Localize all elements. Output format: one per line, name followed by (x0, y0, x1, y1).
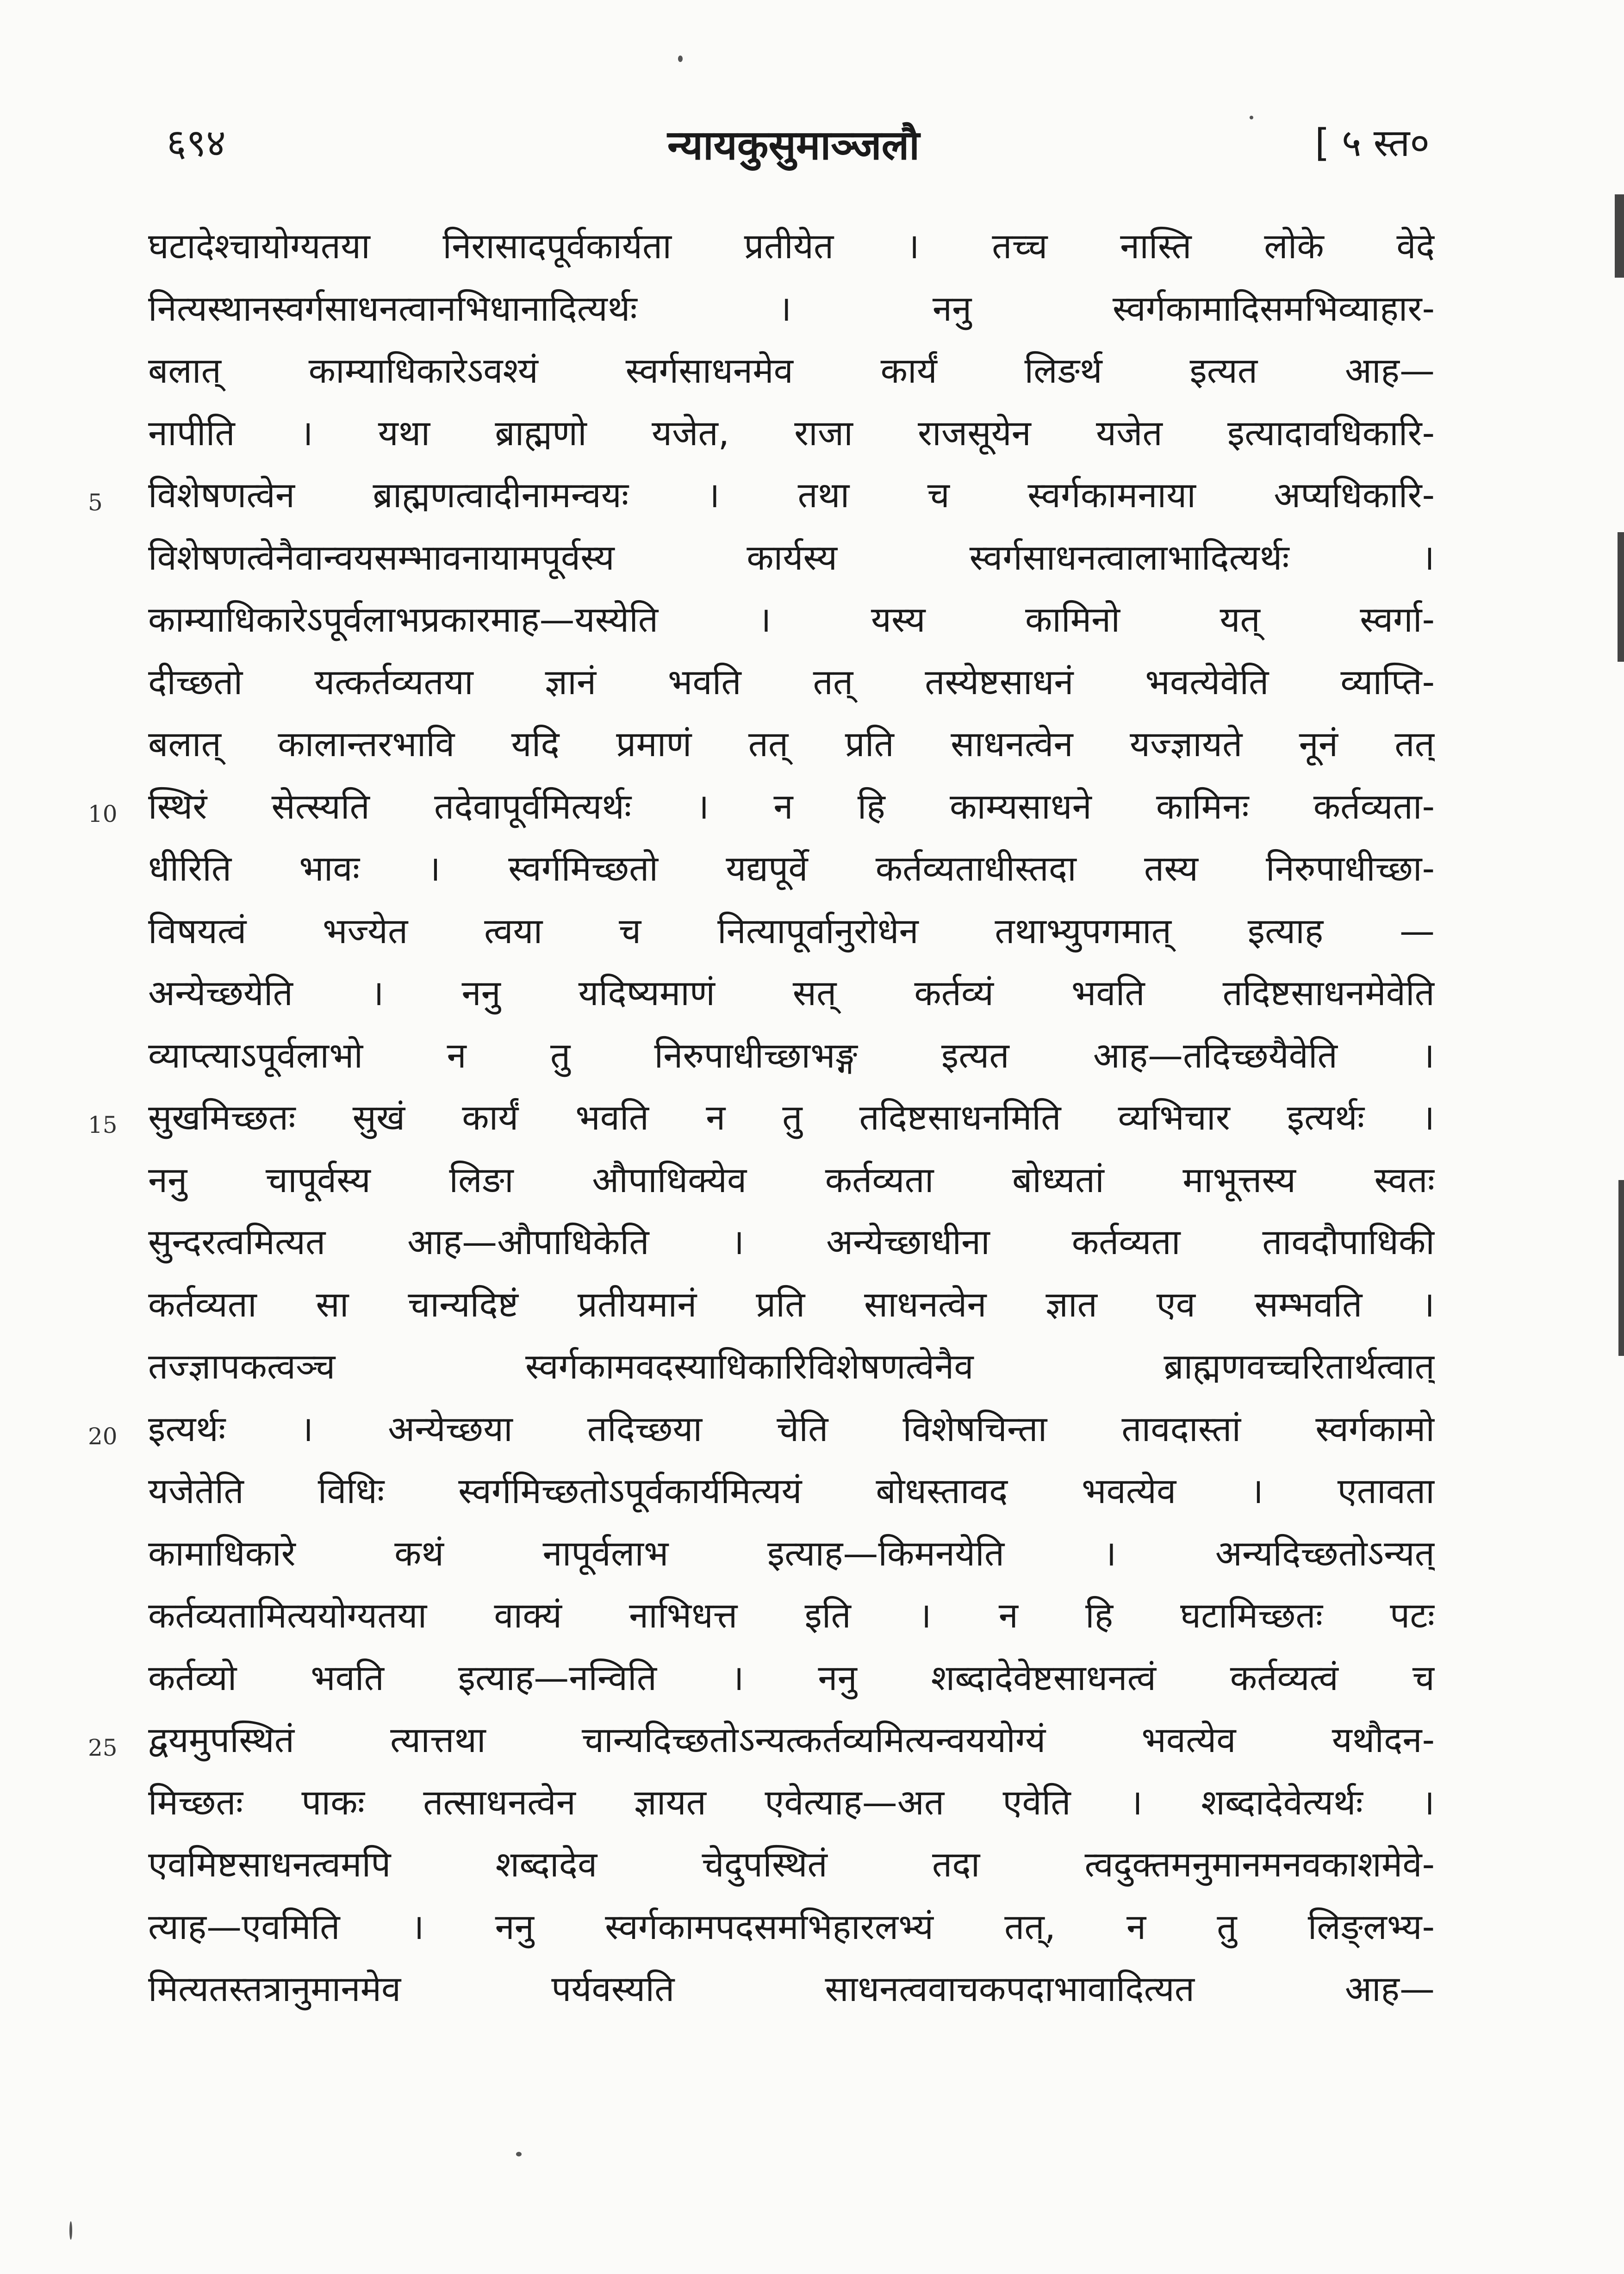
text-line: त्याह—एवमिति । ननु स्वर्गकामपदसमभिहारलभ्यं तत्, न तु लिङ्लभ्य- (148, 1906, 1435, 1947)
text-line: नापीति । यथा ब्राह्मणो यजेत, राजा राजसूयेन यजेत इत्यादावधिकारि- (148, 412, 1435, 454)
text-line: द्वयमुपस्थितं त्यात्तथा चान्यदिच्छतोऽन्यत्कर्तव्यमित्यन्वययोग्यं भवत्येव यथौदन- (148, 1719, 1435, 1760)
text-line: कर्तव्यतामित्ययोग्यतया वाक्यं नाभिधत्त इति । न हि घटामिच्छतः पटः (148, 1595, 1435, 1636)
text-line: सुन्दरत्वमित्यत आह—औपाधिकेति । अन्येच्छाधीना कर्तव्यता तावदौपाधिकी (148, 1221, 1435, 1262)
text-line: दीच्छतो यत्कर्तव्यतया ज्ञानं भवति तत् तस्येष्टसाधनं भवत्येवेति व्याप्ति- (148, 661, 1435, 702)
text-line: बलात् काम्याधिकारेऽवश्यं स्वर्गसाधनमेव कार्यं लिङर्थ इत्यत आह— (148, 350, 1435, 391)
text-line: कर्तव्यो भवति इत्याह—नन्विति । ननु शब्दादेवेष्टसाधनत्वं कर्तव्यत्वं च (148, 1657, 1435, 1698)
text-line: यजेतेति विधिः स्वर्गमिच्छतोऽपूर्वकार्यमित्ययं बोधस्तावद भवत्येव । एतावता (148, 1470, 1435, 1511)
text-line: इत्यर्थः । अन्येच्छया तदिच्छया चेति विशेषचिन्ता तावदास्तां स्वर्गकामो (148, 1408, 1435, 1449)
line-number: 20 (88, 1423, 118, 1450)
page-edge-mark (1618, 1180, 1624, 1356)
page-edge-mark (1618, 532, 1624, 662)
scan-speck (516, 2152, 522, 2156)
scan-speck (1250, 116, 1253, 119)
section-marker: [ ५ स्त० (1314, 121, 1430, 165)
line-number: 25 (88, 1734, 118, 1761)
text-line: विशेषणत्वेन ब्राह्मणत्वादीनामन्वयः । तथा च स्वर्गकामनाया अप्यधिकारि- (148, 474, 1435, 516)
text-line: ननु चापूर्वस्य लिङा औपाधिक्येव कर्तव्यता बोध्यतां माभूत्तस्य स्वतः (148, 1159, 1435, 1200)
line-number: 5 (88, 489, 103, 516)
text-line: व्याप्त्याऽपूर्वलाभो न तु निरुपाधीच्छाभङ्ग इत्यत आह—तदिच्छयैवेति । (148, 1034, 1435, 1076)
page-number: ६९४ (167, 121, 226, 165)
text-line: एवमिष्टसाधनत्वमपि शब्दादेव चेदुपस्थितं तदा त्वदुक्तमनुमानमनवकाशमेवे- (148, 1844, 1435, 1885)
line-number: 10 (88, 801, 118, 827)
scan-speck (69, 2221, 72, 2240)
page-title: न्यायकुसुमाञ्जलौ (667, 121, 920, 169)
page-edge-mark (1615, 194, 1624, 278)
commentary-text (148, 215, 1435, 2020)
text-line: मिच्छतः पाकः तत्साधनत्वेन ज्ञायत एवेत्याह—अत एवेति । शब्दादेवेत्यर्थः । (148, 1781, 1435, 1823)
line-number: 15 (88, 1112, 118, 1138)
text-line: मित्यतस्तत्रानुमानमेव पर्यवस्यति साधनत्ववाचकपदाभावादित्यत आह— (148, 1968, 1435, 2009)
text-line: विषयत्वं भज्येत त्वया च नित्यापूर्वानुरोधेन तथाभ्युपगमात् इत्याह — (148, 910, 1435, 951)
text-line: नित्यस्थानस्वर्गसाधनत्वानभिधानादित्यर्थः । ननु स्वर्गकामादिसमभिव्याहार- (148, 287, 1435, 329)
text-line: कर्तव्यता सा चान्यदिष्टं प्रतीयमानं प्रति साधनत्वेन ज्ञात एव सम्भवति । (148, 1283, 1435, 1325)
scan-speck (678, 56, 683, 62)
text-line: काम्याधिकारेऽपूर्वलाभप्रकारमाह—यस्येति । यस्य कामिनो यत् स्वर्गा- (148, 599, 1435, 640)
text-line: कामाधिकारे कथं नापूर्वलाभ इत्याह—किमनयेति । अन्यदिच्छतोऽन्यत् (148, 1532, 1435, 1574)
text-line: बलात् कालान्तरभावि यदि प्रमाणं तत् प्रति साधनत्वेन यज्ज्ञायते नूनं तत् (148, 723, 1435, 764)
text-line: अन्येच्छयेति । ननु यदिष्यमाणं सत् कर्तव्यं भवति तदिष्टसाधनमेवेति (148, 972, 1435, 1013)
text-line: सुखमिच्छतः सुखं कार्यं भवति न तु तदिष्टसाधनमिति व्यभिचार इत्यर्थः । (148, 1097, 1435, 1138)
text-line: विशेषणत्वेनैवान्वयसम्भावनायामपूर्वस्य कार्यस्य स्वर्गसाधनत्वालाभादित्यर्थः । (148, 536, 1435, 578)
text-line: धीरिति भावः । स्वर्गमिच्छतो यद्यपूर्वे कर्तव्यताधीस्तदा तस्य निरुपाधीच्छा- (148, 848, 1435, 889)
text-line: घटादेश्चायोग्यतया निरासादपूर्वकार्यता प्रतीयेत । तच्च नास्ति लोके वेदे (148, 225, 1435, 267)
text-line: तज्ज्ञापकत्वञ्च स्वर्गकामवदस्याधिकारिविशेषणत्वेनैव ब्राह्मणवच्चरितार्थत्वात् (148, 1346, 1435, 1387)
running-header (157, 106, 1430, 176)
text-line: स्थिरं सेत्स्यति तदेवापूर्वमित्यर्थः । न हि काम्यसाधने कामिनः कर्तव्यता- (148, 785, 1435, 827)
